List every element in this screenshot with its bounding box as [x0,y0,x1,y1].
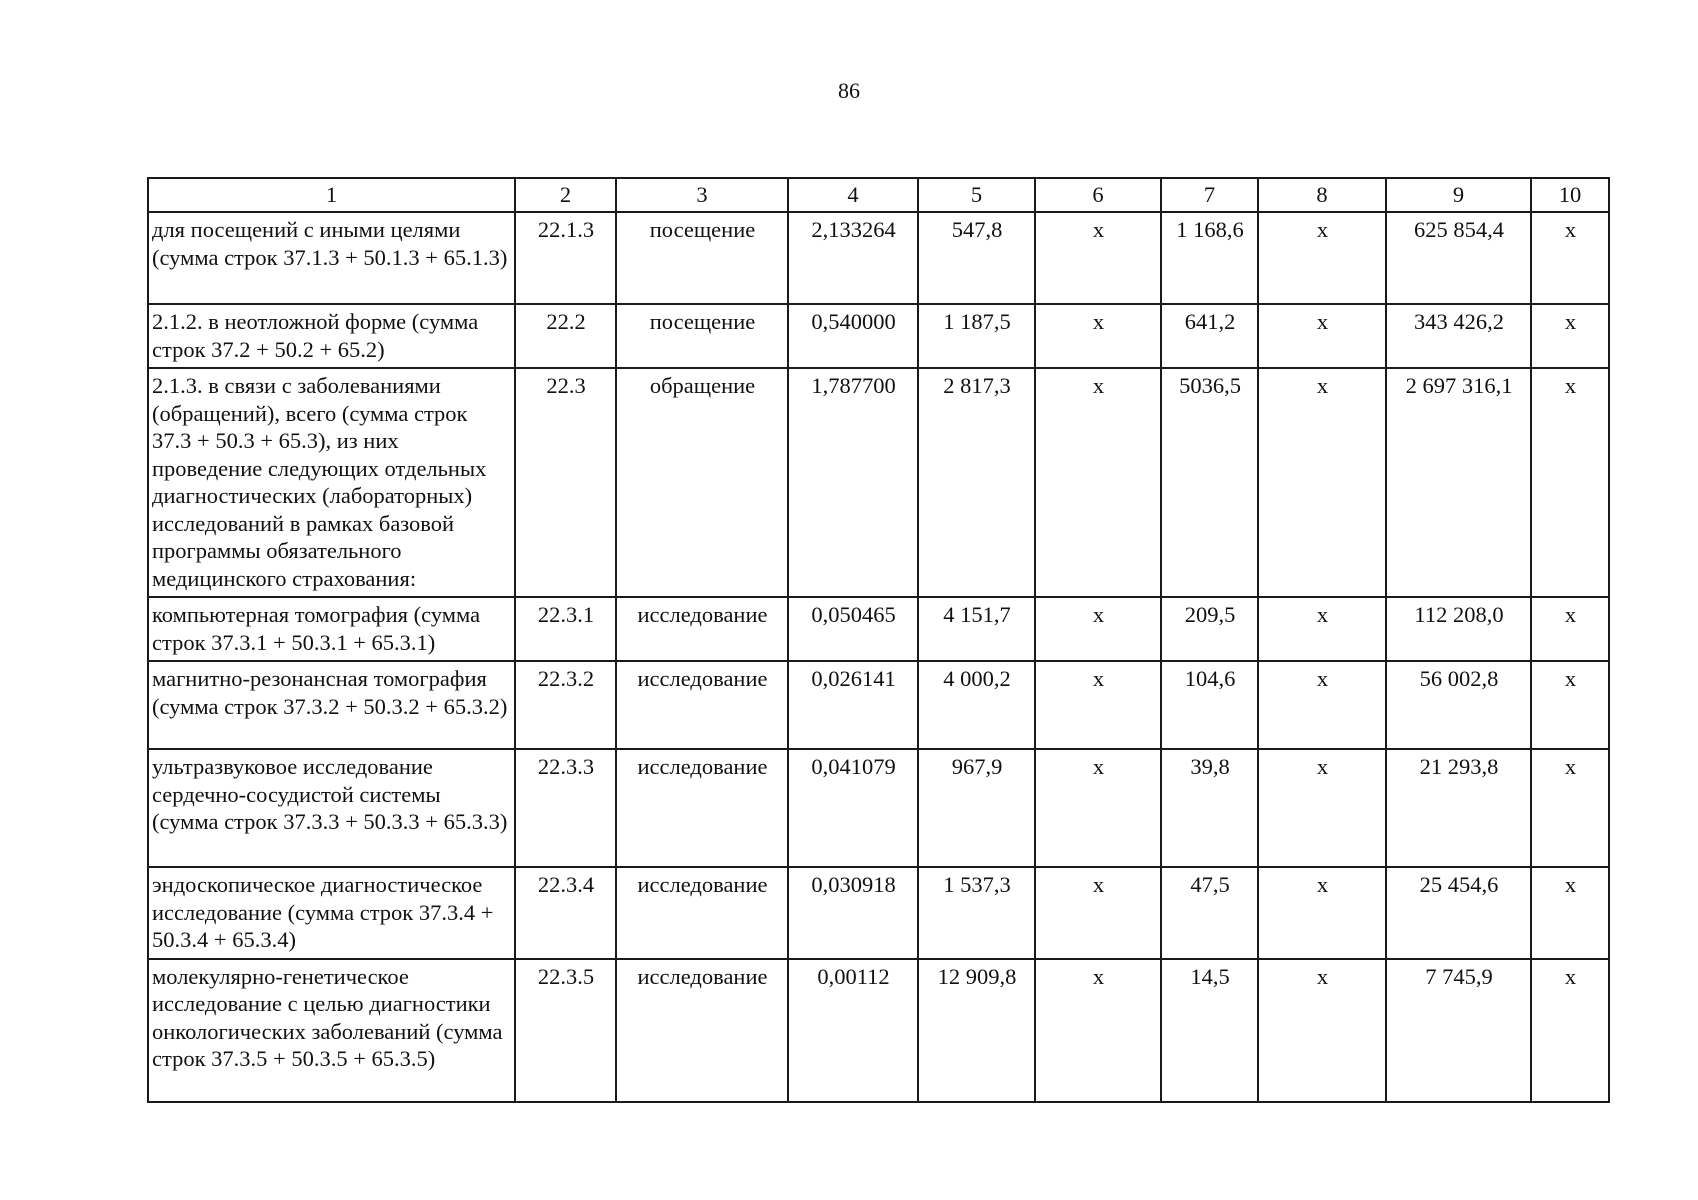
row-unit: исследование [616,959,788,1102]
cell-col-6: х [1035,959,1161,1102]
header-cell: 2 [515,178,616,212]
cell-col-6: х [1035,212,1161,304]
cell-col-8: х [1258,212,1386,304]
cell-col-8: х [1258,867,1386,959]
row-code: 22.2 [515,304,616,368]
cell-col-10: х [1531,212,1609,304]
row-description: компьютерная томография (сумма строк 37.3.1 + 50.3.1 + 65.3.1) [148,597,515,661]
row-description: молекулярно-генетическое исследование с целью диагностики онкологических заболеваний (сумма строк 37.3.5 + 50.3.5 + 65.3.5) [148,959,515,1102]
cell-col-8: х [1258,368,1386,597]
cell-col-8: х [1258,597,1386,661]
cell-col-10: х [1531,597,1609,661]
header-cell: 5 [918,178,1035,212]
cell-col-4: 0,540000 [788,304,918,368]
row-code: 22.3.2 [515,661,616,749]
cell-col-7: 14,5 [1161,959,1258,1102]
cell-col-9: 625 854,4 [1386,212,1531,304]
cell-col-10: х [1531,661,1609,749]
row-code: 22.1.3 [515,212,616,304]
header-cell: 10 [1531,178,1609,212]
cell-col-7: 641,2 [1161,304,1258,368]
cell-col-9: 343 426,2 [1386,304,1531,368]
cell-col-5: 4 151,7 [918,597,1035,661]
header-cell: 9 [1386,178,1531,212]
table-row [148,597,1609,661]
cell-col-9: 21 293,8 [1386,749,1531,867]
header-cell: 7 [1161,178,1258,212]
cell-col-7: 47,5 [1161,867,1258,959]
table-row [148,304,1609,368]
cell-col-4: 0,00112 [788,959,918,1102]
cell-col-6: х [1035,368,1161,597]
row-description: 2.1.3. в связи с заболеваниями (обращений), всего (сумма строк 37.3 + 50.3 + 65.3), из них проведение следующих отдельных диагностических (лабораторных) исследований в рамках базовой программы обязательного медицинского страхования: [148,368,515,597]
cell-col-10: х [1531,304,1609,368]
cell-col-4: 1,787700 [788,368,918,597]
cell-col-5: 2 817,3 [918,368,1035,597]
cell-col-5: 1 187,5 [918,304,1035,368]
cell-col-5: 967,9 [918,749,1035,867]
cell-col-7: 5036,5 [1161,368,1258,597]
cell-col-5: 1 537,3 [918,867,1035,959]
row-code: 22.3.5 [515,959,616,1102]
table-row [148,661,1609,749]
cell-col-7: 39,8 [1161,749,1258,867]
table-row [148,959,1609,1102]
row-description: 2.1.2. в неотложной форме (сумма строк 37.2 + 50.2 + 65.2) [148,304,515,368]
cell-col-8: х [1258,304,1386,368]
cell-col-7: 209,5 [1161,597,1258,661]
row-description: эндоскопическое диагностическое исследование (сумма строк 37.3.4 + 50.3.4 + 65.3.4) [148,867,515,959]
cell-col-5: 4 000,2 [918,661,1035,749]
cell-col-4: 2,133264 [788,212,918,304]
row-unit: исследование [616,661,788,749]
cell-col-4: 0,041079 [788,749,918,867]
header-cell: 6 [1035,178,1161,212]
row-code: 22.3.4 [515,867,616,959]
table-row [148,749,1609,867]
row-unit: обращение [616,368,788,597]
row-unit: исследование [616,867,788,959]
cell-col-6: х [1035,597,1161,661]
cell-col-9: 2 697 316,1 [1386,368,1531,597]
row-unit: исследование [616,749,788,867]
cell-col-6: х [1035,661,1161,749]
row-description: магнитно-резонансная томография (сумма строк 37.3.2 + 50.3.2 + 65.3.2) [148,661,515,749]
cell-col-5: 547,8 [918,212,1035,304]
cell-col-9: 7 745,9 [1386,959,1531,1102]
table-row [148,212,1609,304]
row-unit: исследование [616,597,788,661]
cell-col-10: х [1531,867,1609,959]
cell-col-8: х [1258,959,1386,1102]
row-description: для посещений с иными целями (сумма строк 37.1.3 + 50.1.3 + 65.1.3) [148,212,515,304]
header-cell: 1 [148,178,515,212]
cell-col-4: 0,030918 [788,867,918,959]
data-table [147,177,1610,1103]
cell-col-9: 25 454,6 [1386,867,1531,959]
row-code: 22.3.1 [515,597,616,661]
row-unit: посещение [616,212,788,304]
row-code: 22.3.3 [515,749,616,867]
cell-col-4: 0,026141 [788,661,918,749]
row-code: 22.3 [515,368,616,597]
page-number: 86 [838,78,860,103]
table-body [148,178,1609,1102]
header-cell: 4 [788,178,918,212]
cell-col-9: 112 208,0 [1386,597,1531,661]
cell-col-6: х [1035,867,1161,959]
cell-col-8: х [1258,749,1386,867]
cell-col-9: 56 002,8 [1386,661,1531,749]
cell-col-7: 1 168,6 [1161,212,1258,304]
cell-col-10: х [1531,959,1609,1102]
header-cell: 8 [1258,178,1386,212]
table-row [148,368,1609,597]
cell-col-7: 104,6 [1161,661,1258,749]
header-row [148,178,1609,212]
cell-col-4: 0,050465 [788,597,918,661]
header-cell: 3 [616,178,788,212]
row-unit: посещение [616,304,788,368]
cell-col-6: х [1035,304,1161,368]
table-row [148,867,1609,959]
cell-col-10: х [1531,749,1609,867]
cell-col-10: х [1531,368,1609,597]
cell-col-5: 12 909,8 [918,959,1035,1102]
row-description: ультразвуковое исследование сердечно-сосудистой системы (сумма строк 37.3.3 + 50.3.3 + 65.3.3) [148,749,515,867]
cell-col-8: х [1258,661,1386,749]
cell-col-6: х [1035,749,1161,867]
